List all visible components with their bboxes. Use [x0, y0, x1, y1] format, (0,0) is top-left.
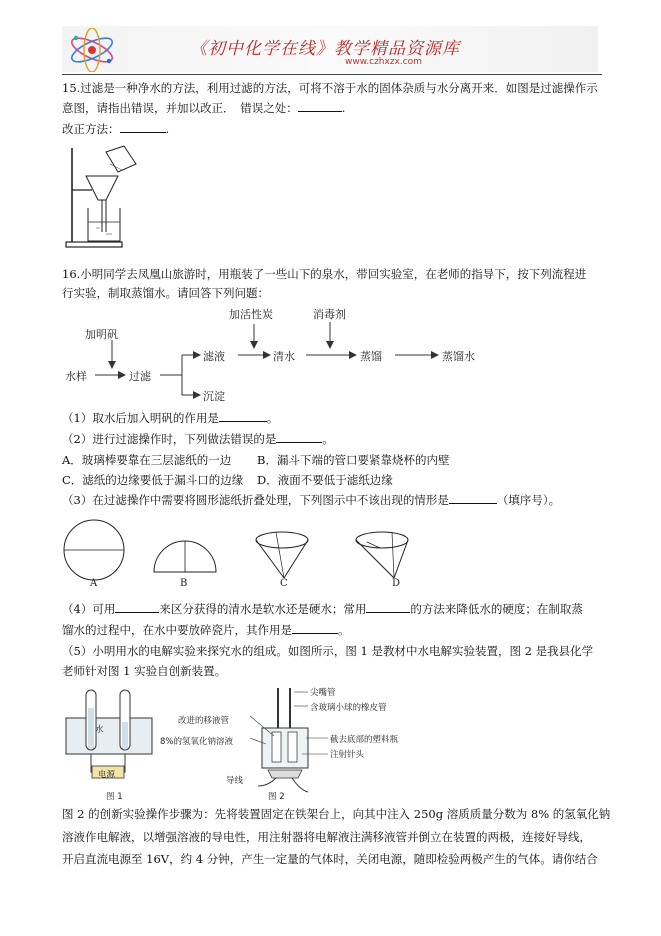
fig2-bottle-label: 截去底部的塑料瓶	[330, 735, 399, 745]
fig1-power-label: 电源	[98, 770, 116, 780]
q16-option-c: C．滤纸的边缘要低于漏斗口的边缘	[62, 473, 244, 487]
q16-part3-end: （填序号）。	[496, 493, 561, 507]
q16-part1	[62, 410, 278, 426]
q16-option-d: D．液面不要低于滤纸边缘	[257, 473, 393, 487]
flow-distill: 蒸馏	[360, 350, 382, 363]
flow-clear-water: 清水	[273, 350, 295, 363]
fig1-caption: 图 1	[106, 792, 123, 802]
fig2-solution-label: 8%的氢氧化钠溶液	[160, 737, 233, 747]
q16-part4-text-d: 馏水的过程中，在水中要放碎瓷片，其作用是	[62, 623, 292, 637]
answer-blank	[292, 622, 338, 634]
q16-part1-text: （1）取水后加入明矾的作用是	[62, 411, 219, 425]
q16-part5-line1: （5）小明用水的电解实验来探究水的组成。如图所示，图 1 是教材中水电解实验装置，图 2 是我县化学	[62, 644, 594, 658]
flow-sample: 水样	[65, 370, 87, 383]
flow-distilled-water: 蒸馏水	[442, 350, 475, 363]
answer-blank	[298, 100, 342, 112]
answer-blank	[120, 121, 166, 133]
answer-blank	[276, 431, 322, 443]
q15-period: .	[341, 101, 346, 115]
q16-part3-text: （3）在过滤操作中需要将圆形滤纸折叠处理，下列图示中不该出现的情形是	[62, 493, 449, 507]
q15-question: 意图，请指出错误，并加以改正． 错误之处：	[62, 101, 298, 115]
q16-part1-end: 。	[266, 411, 279, 425]
fig1-water-label: 水	[95, 725, 104, 735]
fig-label-d: D	[392, 578, 401, 589]
q16-part5-line2: 老师针对图 1 实验自创新装置。	[62, 664, 227, 678]
q15-line3	[62, 121, 169, 137]
q16-option-a: A．玻璃棒要靠在三层滤纸的一边	[62, 453, 232, 467]
fig-label-a: A	[90, 578, 98, 589]
q16-part4-line1	[62, 601, 583, 617]
answer-blank	[449, 492, 497, 504]
flow-filter: 过滤	[129, 370, 151, 383]
q16-part4-line2	[62, 622, 350, 638]
q16-part4-text-a: （4）可用	[62, 602, 116, 616]
q16-part2	[62, 431, 334, 447]
q16-part4-text-c: 的方法来降低水的硬度；在制取蒸	[410, 602, 583, 616]
fig2-wire-label: 导线	[226, 776, 244, 786]
flow-filtrate: 滤液	[203, 350, 225, 363]
filter-paper-figures	[62, 518, 482, 594]
flow-sediment: 沉淀	[203, 390, 225, 403]
q16-intro-line2: 行实验，制取蒸馏水。请回答下列问题：	[62, 286, 269, 300]
fig2-needle-label: 注射针头	[330, 750, 365, 760]
q15-line2	[62, 100, 345, 116]
q15-period: .	[165, 122, 170, 136]
header-title: 《初中化学在线》教学精品资源库	[190, 39, 460, 59]
q16-intro-line1: 16.小明同学去凤凰山旅游时，用瓶装了一些山下的泉水，带回实验室，在老师的指导下，按下列流程进	[62, 267, 587, 281]
flow-alum: 加明矾	[85, 328, 118, 341]
answer-blank	[219, 410, 267, 422]
q16-steps-line3: 开启直流电源至 16V，约 4 分钟，产生一定量的气体时，关闭电源，随即检验两极产生的气体。请你结合	[62, 852, 598, 866]
fig2-caption: 图 2	[268, 792, 285, 802]
q15-line1: 15.过滤是一种净水的方法，利用过滤的方法，可将不溶于水的固体杂质与水分离开来．如图是过滤操作示	[62, 81, 598, 95]
answer-blank	[115, 601, 159, 613]
q16-part4-end: 。	[338, 623, 350, 637]
q15-fix-label: 改正方法：	[62, 122, 120, 136]
q16-part2-end: 。	[322, 432, 334, 446]
fig2-pipette-label: 改进的移液管	[178, 716, 230, 726]
fig-label-c: C	[280, 578, 288, 589]
q16-part4-text-b: 来区分获得的清水是软水还是硬水；常用	[159, 602, 367, 616]
q16-steps-line2: 溶液作电解液，以增强溶液的导电性，用注射器将电解液注满移液管并倒立在装置的两极，连接好导线，	[62, 830, 591, 844]
flow-disinfectant: 消毒剂	[313, 308, 346, 321]
filtration-apparatus-figure	[62, 142, 144, 252]
atom-logo-icon	[64, 28, 120, 72]
answer-blank	[366, 601, 410, 613]
q16-part2-text: （2）进行过滤操作时，下列做法错误的是	[62, 432, 277, 446]
header-divider	[62, 74, 602, 75]
q16-part3	[62, 492, 560, 508]
header-url: www.czhxzx.com	[345, 57, 422, 67]
fig2-tip-label: 尖嘴管	[310, 688, 336, 698]
fig2-stopper-label: 含玻璃小球的橡皮管	[310, 703, 387, 713]
fig-label-b: B	[180, 578, 188, 589]
q16-option-b: B．漏斗下端的管口要紧靠烧杯的内壁	[257, 453, 450, 467]
q16-steps-line1: 图 2 的创新实验操作步骤为：先将装置固定在铁架台上，向其中注入 250g 溶质质量分数为 8% 的氢氧化钠	[62, 807, 611, 821]
flow-carbon: 加活性炭	[229, 308, 273, 321]
